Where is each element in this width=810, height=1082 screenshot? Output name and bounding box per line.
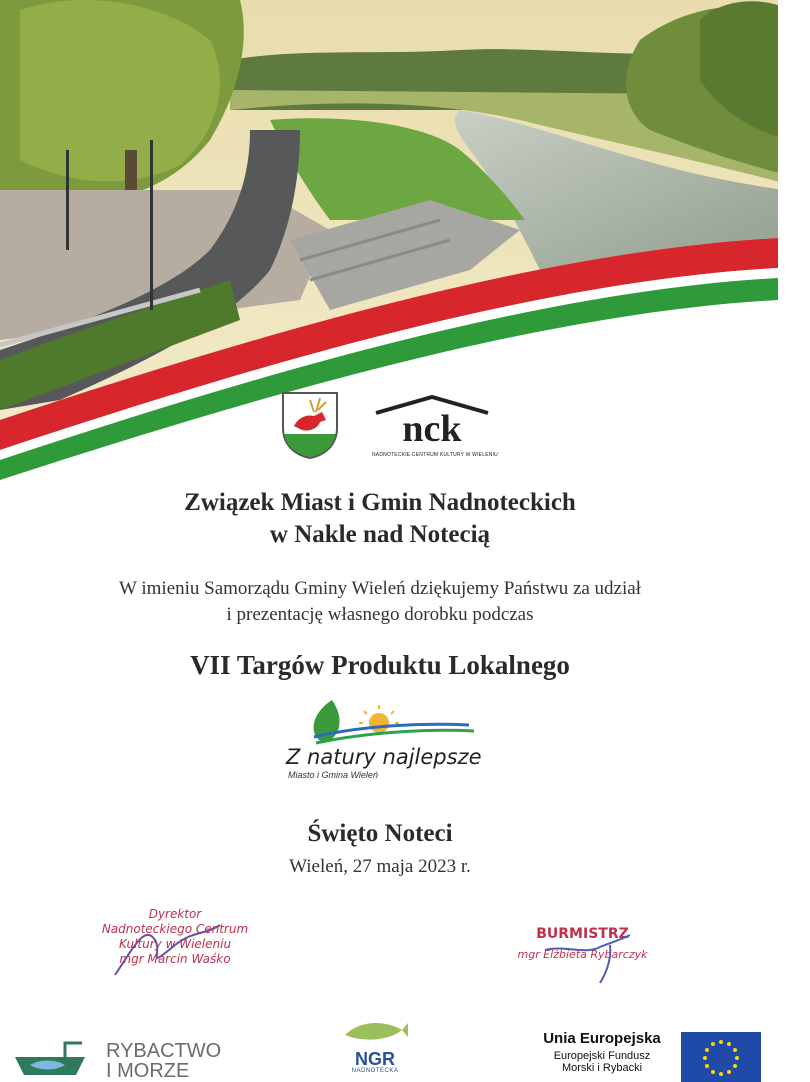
eu-line-2: Morski i Rybacki [561, 1062, 643, 1074]
heading-line-1: Związek Miast i Gmin Nadnoteckich [184, 489, 576, 516]
stamp-right-name: mgr Elżbieta Rybarczyk [517, 948, 648, 961]
eu-line-1: Europejski Fundusz [553, 1050, 651, 1062]
event-name: Święto Noteci [307, 820, 453, 847]
stamp-left-line-3: Kultury w Wieleniu [118, 937, 232, 951]
brand-slogan: Z natury najlepsze [286, 745, 482, 769]
thanks-paragraph [0, 576, 760, 628]
organization-heading [0, 487, 760, 551]
ngr-sub: NADNOTECKA [351, 1068, 399, 1074]
body-line-1: W imieniu Samorządu Gminy Wieleń dziękujemy Państwu za udział [119, 578, 641, 599]
rybactwo-line-2: I MORZE [106, 1060, 190, 1082]
ngk-logo-graphic [372, 395, 492, 445]
stamp-left-name: mgr Marcin Waśko [119, 952, 231, 966]
rybactwo-i-morze-logo [10, 1035, 240, 1080]
stamp-right-title: BURMISTRZ [536, 926, 629, 942]
ngr-text: NGR [355, 1049, 395, 1069]
ngr-fish-icon [340, 1015, 410, 1045]
ngk-logo-letters: nck [402, 408, 462, 445]
ngk-logo-caption: NADNOTECKIE CENTRUM KULTURY W WIELENIU [372, 452, 498, 458]
brand-graphic [284, 695, 484, 750]
mayor-signature-scribble [540, 925, 640, 985]
fair-title: VII Targów Produktu Lokalnego [190, 650, 570, 680]
eu-title: Unia Europejska [543, 1030, 661, 1047]
z-natury-najlepsze-logo [284, 695, 484, 790]
eu-flag-icon [681, 1032, 761, 1082]
brand-subtitle: Miasto i Gmina Wieleń [288, 770, 378, 780]
eu-logo [515, 1030, 765, 1080]
body-line-2: i prezentację własnego dorobku podczas [226, 604, 534, 625]
coat-of-arms-logo [280, 390, 340, 460]
ngk-logo [372, 395, 498, 460]
rybactwo-line-1: RYBACTWO [106, 1040, 222, 1062]
fish-boat-icon [10, 1035, 95, 1080]
ngr-logo [335, 1015, 415, 1080]
event-date: Wieleń, 27 maja 2023 r. [289, 856, 471, 877]
director-signature-scribble [105, 915, 225, 985]
stamp-left-line-1: Dyrektor [148, 907, 202, 921]
heading-line-2: w Nakle nad Notecią [269, 521, 491, 548]
stamp-left-line-2: Nadnoteckiego Centrum [101, 922, 249, 936]
